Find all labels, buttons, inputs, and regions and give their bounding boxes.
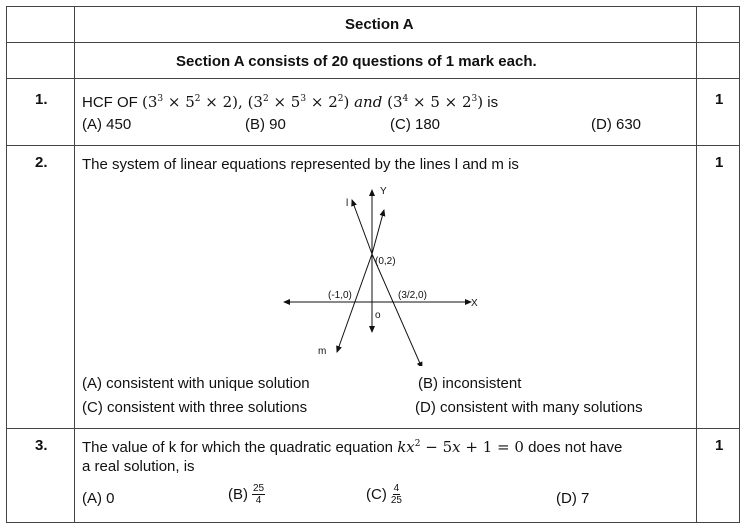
line-m-lower (337, 254, 372, 352)
row-divider (6, 428, 740, 429)
option-a: (A) 0 (82, 490, 115, 507)
marks: 1 (715, 91, 724, 108)
numerator: 25 (253, 483, 265, 494)
option-c-fraction (391, 483, 402, 506)
question-number: 3. (35, 437, 48, 454)
row-divider (6, 42, 740, 43)
table-border-bottom (6, 522, 740, 523)
option-b: (B) 90 (245, 116, 286, 133)
row-divider (6, 145, 740, 146)
denominator: 4 (255, 495, 262, 506)
label-y: Y (380, 186, 387, 197)
column-divider (74, 6, 75, 523)
question-number: 1. (35, 91, 48, 108)
label-point-neg1-0: (-1,0) (328, 290, 352, 301)
option-d: (D) 7 (556, 490, 590, 507)
table-border-top (6, 6, 740, 7)
option-b-fraction (252, 483, 265, 506)
marks: 1 (715, 437, 724, 454)
question-text-line2: a real solution, is (82, 458, 195, 475)
label-l: l (346, 198, 349, 209)
line-upper-right (372, 210, 384, 254)
table-border-left (6, 6, 7, 523)
option-d: (D) consistent with many solutions (415, 399, 643, 416)
question-text-prefix: HCF OF (82, 94, 142, 111)
question-text (82, 93, 498, 111)
line-graph-figure (276, 176, 486, 366)
section-subtitle: Section A consists of 20 questions of 1 mark each. (176, 53, 537, 70)
label-point-0-2: (0,2) (375, 256, 396, 267)
option-d: (D) 630 (591, 116, 642, 133)
question-text (82, 438, 622, 456)
denominator: 25 (390, 495, 402, 506)
option-b: (B) inconsistent (418, 375, 522, 392)
math-equation: $kx^2 - 5x + 1 = 0$ (397, 438, 524, 456)
question-text-prefix: The value of k for which the quadratic equation (82, 439, 398, 456)
option-c-label: (C) (366, 486, 387, 503)
row-divider (6, 78, 740, 79)
question-text-suffix: does not have (523, 439, 623, 456)
table-border-right (739, 6, 740, 523)
question-text: The system of linear equations represented by the lines l and m is (82, 156, 519, 173)
label-origin: o (375, 310, 381, 321)
math-expression: $(3^3 \times 5^2 \times 2)$, $(3^2 \times 5^3 \times 2^2)$ and $(3^4 \times 5 \times 2^3)$ (142, 93, 484, 111)
option-a: (A) consistent with unique solution (82, 375, 310, 392)
numerator: 4 (393, 483, 400, 494)
option-c: (C) 180 (390, 116, 441, 133)
option-c (366, 483, 402, 506)
label-x: X (471, 298, 478, 309)
question-text-suffix: is (483, 94, 499, 111)
section-title: Section A (345, 16, 414, 33)
line-l-upper (352, 200, 372, 254)
question-table (6, 6, 740, 523)
label-m: m (318, 346, 327, 357)
option-b-label: (B) (228, 486, 248, 503)
option-b (228, 483, 265, 506)
marks: 1 (715, 154, 724, 171)
option-c: (C) consistent with three solutions (82, 399, 308, 416)
question-number: 2. (35, 154, 48, 171)
option-a: (A) 450 (82, 116, 132, 133)
label-point-3half-0: (3/2,0) (398, 290, 427, 301)
column-divider (696, 6, 697, 523)
